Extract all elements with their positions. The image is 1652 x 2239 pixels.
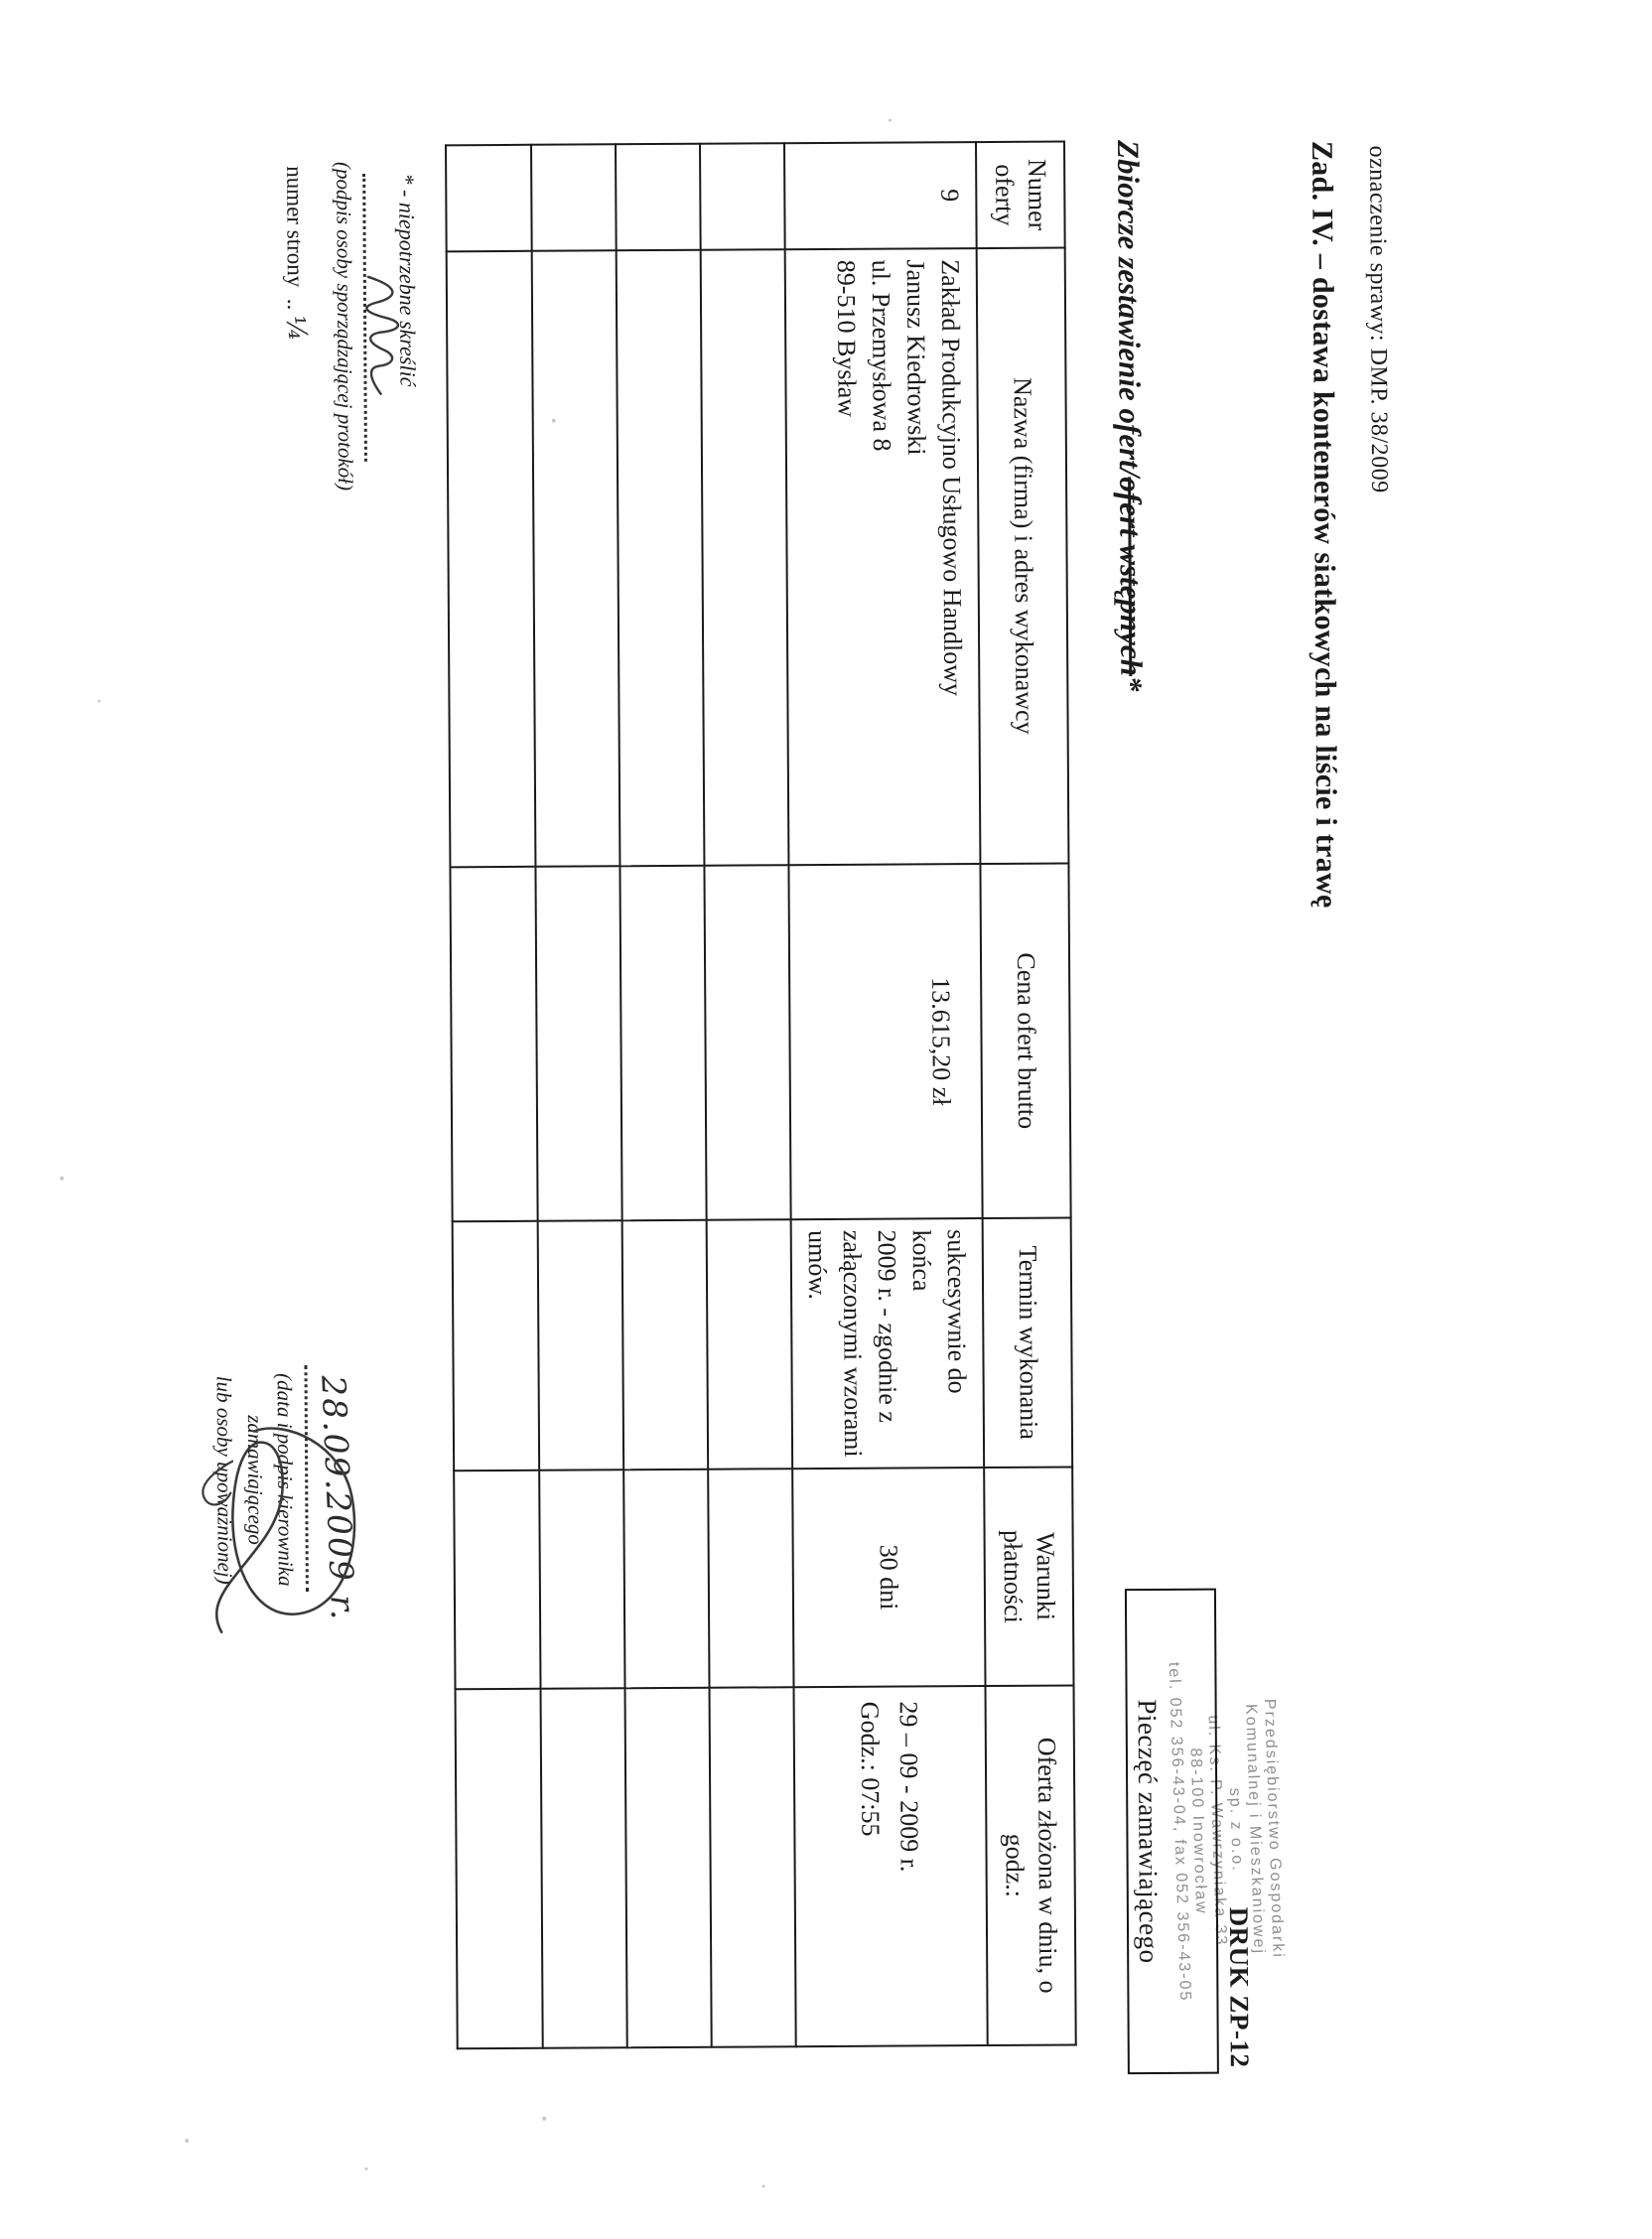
manager-caption-line1: (data i podpis kierownika zamawiającego <box>242 1373 298 1587</box>
offer-number-cell: 9 <box>784 142 977 249</box>
table-header-row <box>976 142 1076 2046</box>
table-empty-row <box>446 145 543 2048</box>
form-number: DRUK ZP-12 <box>1223 1906 1255 2068</box>
table-row <box>784 142 988 2046</box>
summary-title-prefix: Zbiorcze zestawienie ofert/ <box>1110 140 1149 478</box>
completion-date-cell <box>790 1218 984 1469</box>
ordering-party-stamp-box <box>1125 1589 1219 2075</box>
gross-price-cell: 13.615,20 zł <box>788 864 983 1219</box>
scan-noise <box>60 1177 64 1181</box>
page-number-dots: .. <box>282 292 309 311</box>
col-header-offer-number: Numer oferty <box>976 142 1065 249</box>
col-header-gross-price: Cena ofert brutto <box>980 864 1070 1219</box>
contractor-company: Zakład Produkcyjno Usługowo Handlowy <box>935 259 968 697</box>
contractor-name-cell <box>784 248 980 865</box>
stamp-line: sp. z o.o. <box>1225 1787 1246 1873</box>
stamp-line: ul. Ks. P. Wawrzyniaka 33 <box>1204 1715 1230 1947</box>
payment-terms-cell: 30 dni <box>792 1468 986 1687</box>
submission-date: 29 – 09 - 2009 r. <box>894 1701 924 1873</box>
col-header-contractor-name: Nazwa (firma) i adres wykonawcy <box>977 248 1069 865</box>
offers-summary-table <box>445 141 1077 2050</box>
summary-title-struck-text: ofert wstępnych <box>1113 477 1150 677</box>
stamp-line: 88-100 Inowrocław <box>1186 1748 1210 1915</box>
scan-noise <box>889 119 892 122</box>
page-number <box>279 166 313 344</box>
task-title: Zad. IV. – dostawa kontenerów siatkowych na liście i trawę <box>1306 140 1343 909</box>
contractor-street: ul. Przemysłowa 8 <box>866 259 896 452</box>
stamp-line: tel. 052 356-43-04, fax 052 356-43-05 <box>1165 1661 1194 2003</box>
signature-dotted-line-left <box>362 174 395 462</box>
stamp-line: Komunalnej i Mieszkaniowej <box>1242 1703 1268 1956</box>
submission-hour: Godz.: 07:55 <box>855 1701 886 1837</box>
scan-noise <box>364 2168 367 2170</box>
scan-noise <box>762 2184 765 2187</box>
completion-line: 2009 r. - zgodnie z <box>872 1229 902 1423</box>
protocol-author-caption: (podpis osoby sporządzającej protokół) <box>332 161 358 491</box>
col-header-submission-time: Oferta złożona w dniu, o godz.: <box>986 1685 1076 2045</box>
completion-line: sukcesywnie do końca <box>906 1229 972 1394</box>
table-empty-row <box>700 143 796 2046</box>
stamp-line: Przedsiębiorstwo Gospodarki <box>1260 1698 1287 1960</box>
summary-title-asterisk: * <box>1114 675 1150 692</box>
asterisk-footnote: * - niepotrzebne skreślić <box>394 173 421 387</box>
case-reference: oznaczenie sprawy: DMP. 38/2009 <box>1364 145 1393 493</box>
scan-noise <box>97 699 100 702</box>
stamp-box-label: Pieczęć zamawiającego <box>1132 1699 1165 1964</box>
contractor-person: Janusz Kiedrowski <box>900 259 931 456</box>
scan-noise <box>552 419 556 423</box>
contractor-city: 89-510 Bysław <box>831 259 862 418</box>
scan-noise <box>542 2117 546 2121</box>
table-empty-row <box>616 144 712 2047</box>
handwritten-signature-flourish <box>183 1401 383 1650</box>
table-empty-row <box>531 144 627 2047</box>
submission-time-cell <box>793 1686 988 2046</box>
col-header-payment-terms: Warunki płatności <box>984 1467 1073 1686</box>
completion-line: umów. <box>802 1229 832 1300</box>
manager-caption-line2: lub osoby upoważnionej) <box>211 1375 237 1585</box>
page-number-label: numer strony <box>282 166 308 288</box>
page-number-handwritten-value: ¼ <box>279 313 313 344</box>
scan-noise <box>185 2139 189 2143</box>
handwritten-date: 28.09.2009 r. <box>314 1374 363 1622</box>
col-header-completion-date: Termin wykonania <box>983 1217 1073 1468</box>
completion-line: załączonymi wzorami <box>837 1229 868 1458</box>
summary-title <box>1110 140 1149 692</box>
